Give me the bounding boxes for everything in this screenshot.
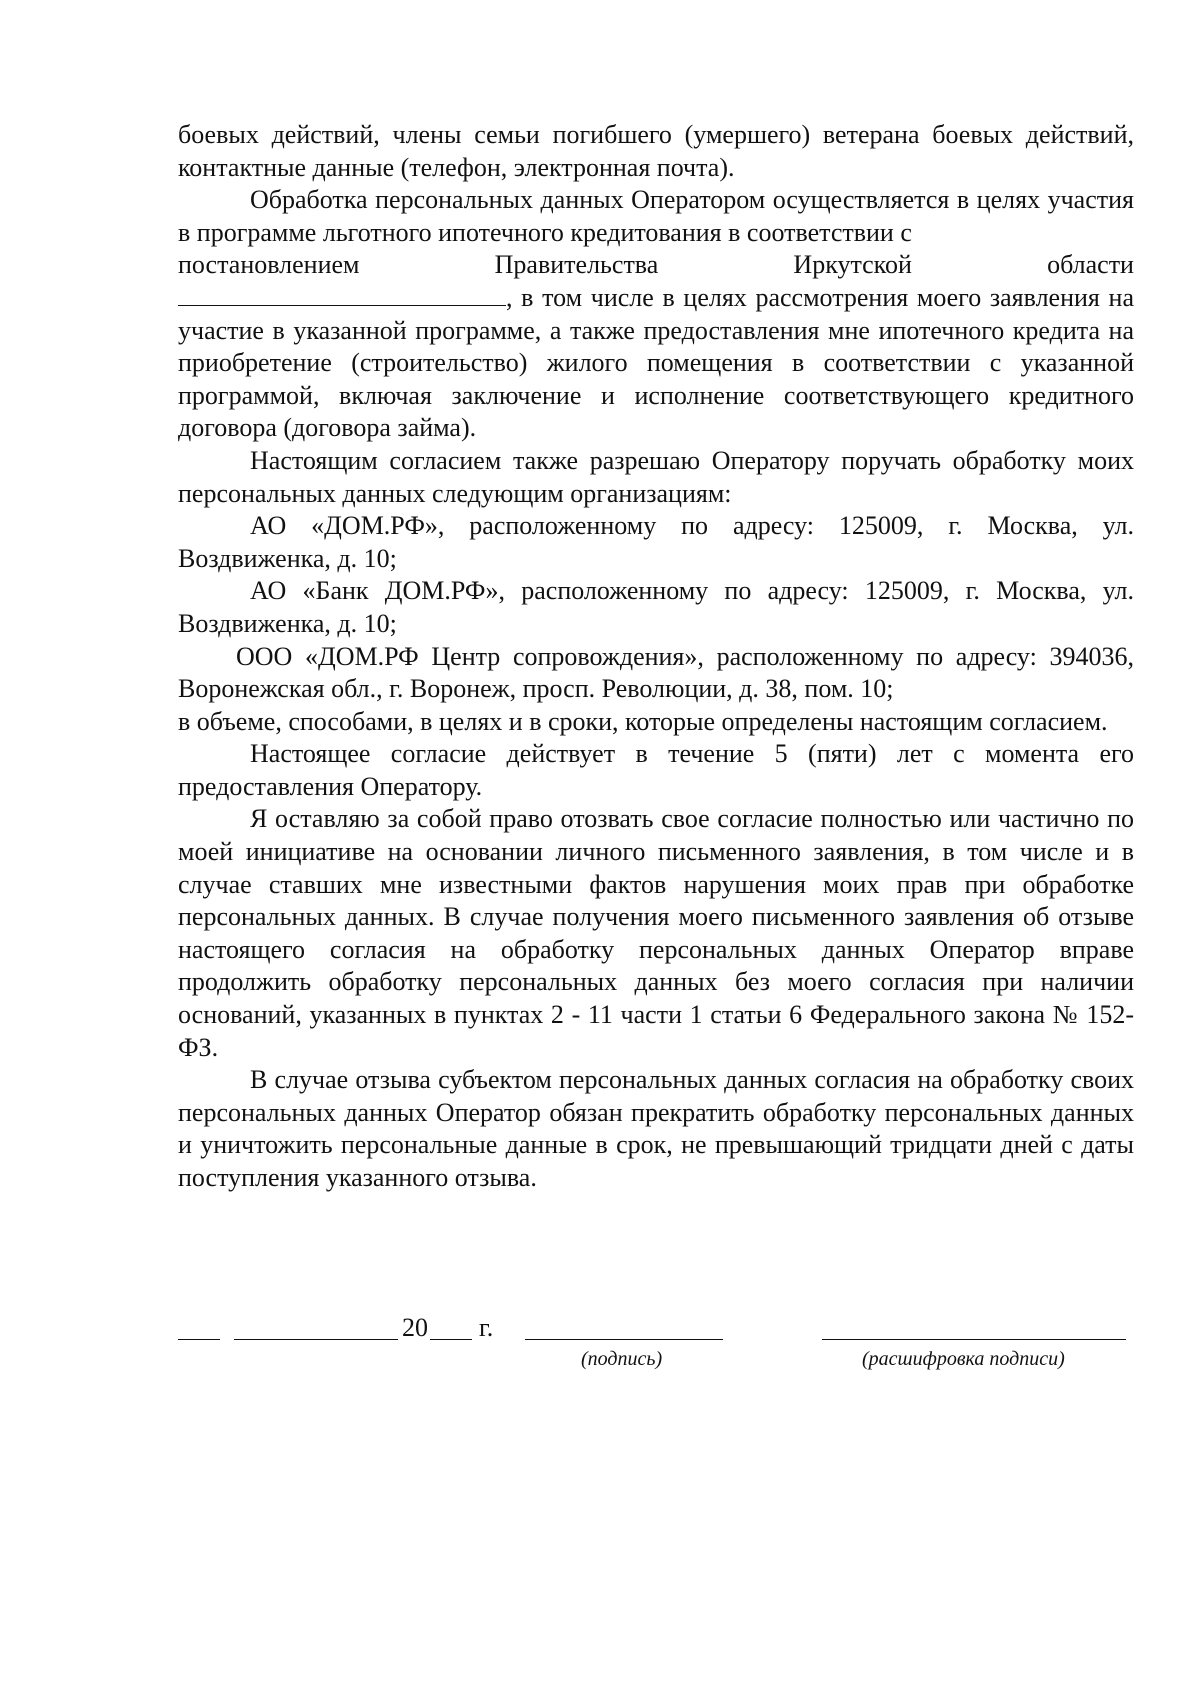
- paragraph-org-support-center: ООО «ДОМ.РФ Центр сопровождения», расположенному по адресу: 394036, Воронежская обл., г. Воронеж, просп. Революции, д. 38, пом. 10;: [178, 641, 1134, 704]
- resolution-word-3: Иркутской: [793, 250, 912, 280]
- year-suffix: г.: [479, 1313, 494, 1342]
- year-blank[interactable]: [430, 1339, 472, 1340]
- paragraph-org-dom-rf: АО «ДОМ.РФ», расположенному по адресу: 125009, г. Москва, ул. Воздвиженка, д. 10;: [178, 511, 1134, 573]
- paragraph-revocation-effect: В случае отзыва субъектом персональных данных согласия на обработку своих персональных данных Оператор обязан прекратить обработку персональных данных и уничтожить персональные данные в срок, не превышающий тридцати дней с даты поступления указанного отзыва.: [178, 1065, 1134, 1192]
- paragraph-org-bank-dom-rf: АО «Банк ДОМ.РФ», расположенному по адресу: 125009, г. Москва, ул. Воздвиженка, д. 10;: [178, 576, 1134, 638]
- day-blank[interactable]: [178, 1339, 220, 1340]
- resolution-word-1: постановлением: [178, 250, 360, 280]
- month-blank[interactable]: [234, 1339, 398, 1340]
- paragraph-processing-purpose-intro: Обработка персональных данных Оператором осуществляется в целях участия в программе льготного ипотечного кредитования в соответствии с: [178, 185, 1134, 247]
- paragraph-validity: Настоящее согласие действует в течение 5 (пяти) лет с момента его предоставления Оператору.: [178, 739, 1134, 801]
- year-prefix: 20: [402, 1313, 428, 1342]
- signature-decoding-caption: (расшифровка подписи): [862, 1348, 1065, 1370]
- signature-blank[interactable]: [525, 1339, 723, 1340]
- paragraph-revocation-right: Я оставляю за собой право отозвать свое согласие полностью или частично по моей инициативе на основании личного письменного заявления, в том числе и в случае ставших мне известными фактов нарушения моих прав при обработке персональных данных. В случае получения моего письменного заявления об отзыве настоящего согласия на обработку персональных данных Оператор вправе продолжить обработку персональных данных без моего согласия при наличии оснований, указанных в пунктах 2 - 11 части 1 статьи 6 Федерального закона № 152-ФЗ.: [178, 804, 1134, 1062]
- processing-purpose-text: , в том числе в целях рассмотрения моего заявления на участие в указанной программе, а также предоставления мне ипотечного кредита на приобретение (строительство) жилого помещения в соответствии с указанной программой, включая заключение и исполнение соответствующего кредитного договора (договора займа).: [178, 282, 1134, 443]
- signature-decoding-blank[interactable]: [822, 1339, 1126, 1340]
- resolution-word-4: области: [1047, 250, 1134, 280]
- paragraph-delegation: Настоящим согласием также разрешаю Оператору поручать обработку моих персональных данных следующим организациям:: [178, 445, 1134, 508]
- signature-caption: (подпись): [581, 1348, 663, 1370]
- resolution-word-2: Правительства: [494, 250, 659, 280]
- paragraph-veterans-continuation: боевых действий, члены семьи погибшего (умершего) ветерана боевых действий, контактные данные (телефон, электронная почта).: [178, 120, 1134, 182]
- paragraph-scope: в объеме, способами, в целях и в сроки, которые определены настоящим согласием.: [178, 706, 1108, 736]
